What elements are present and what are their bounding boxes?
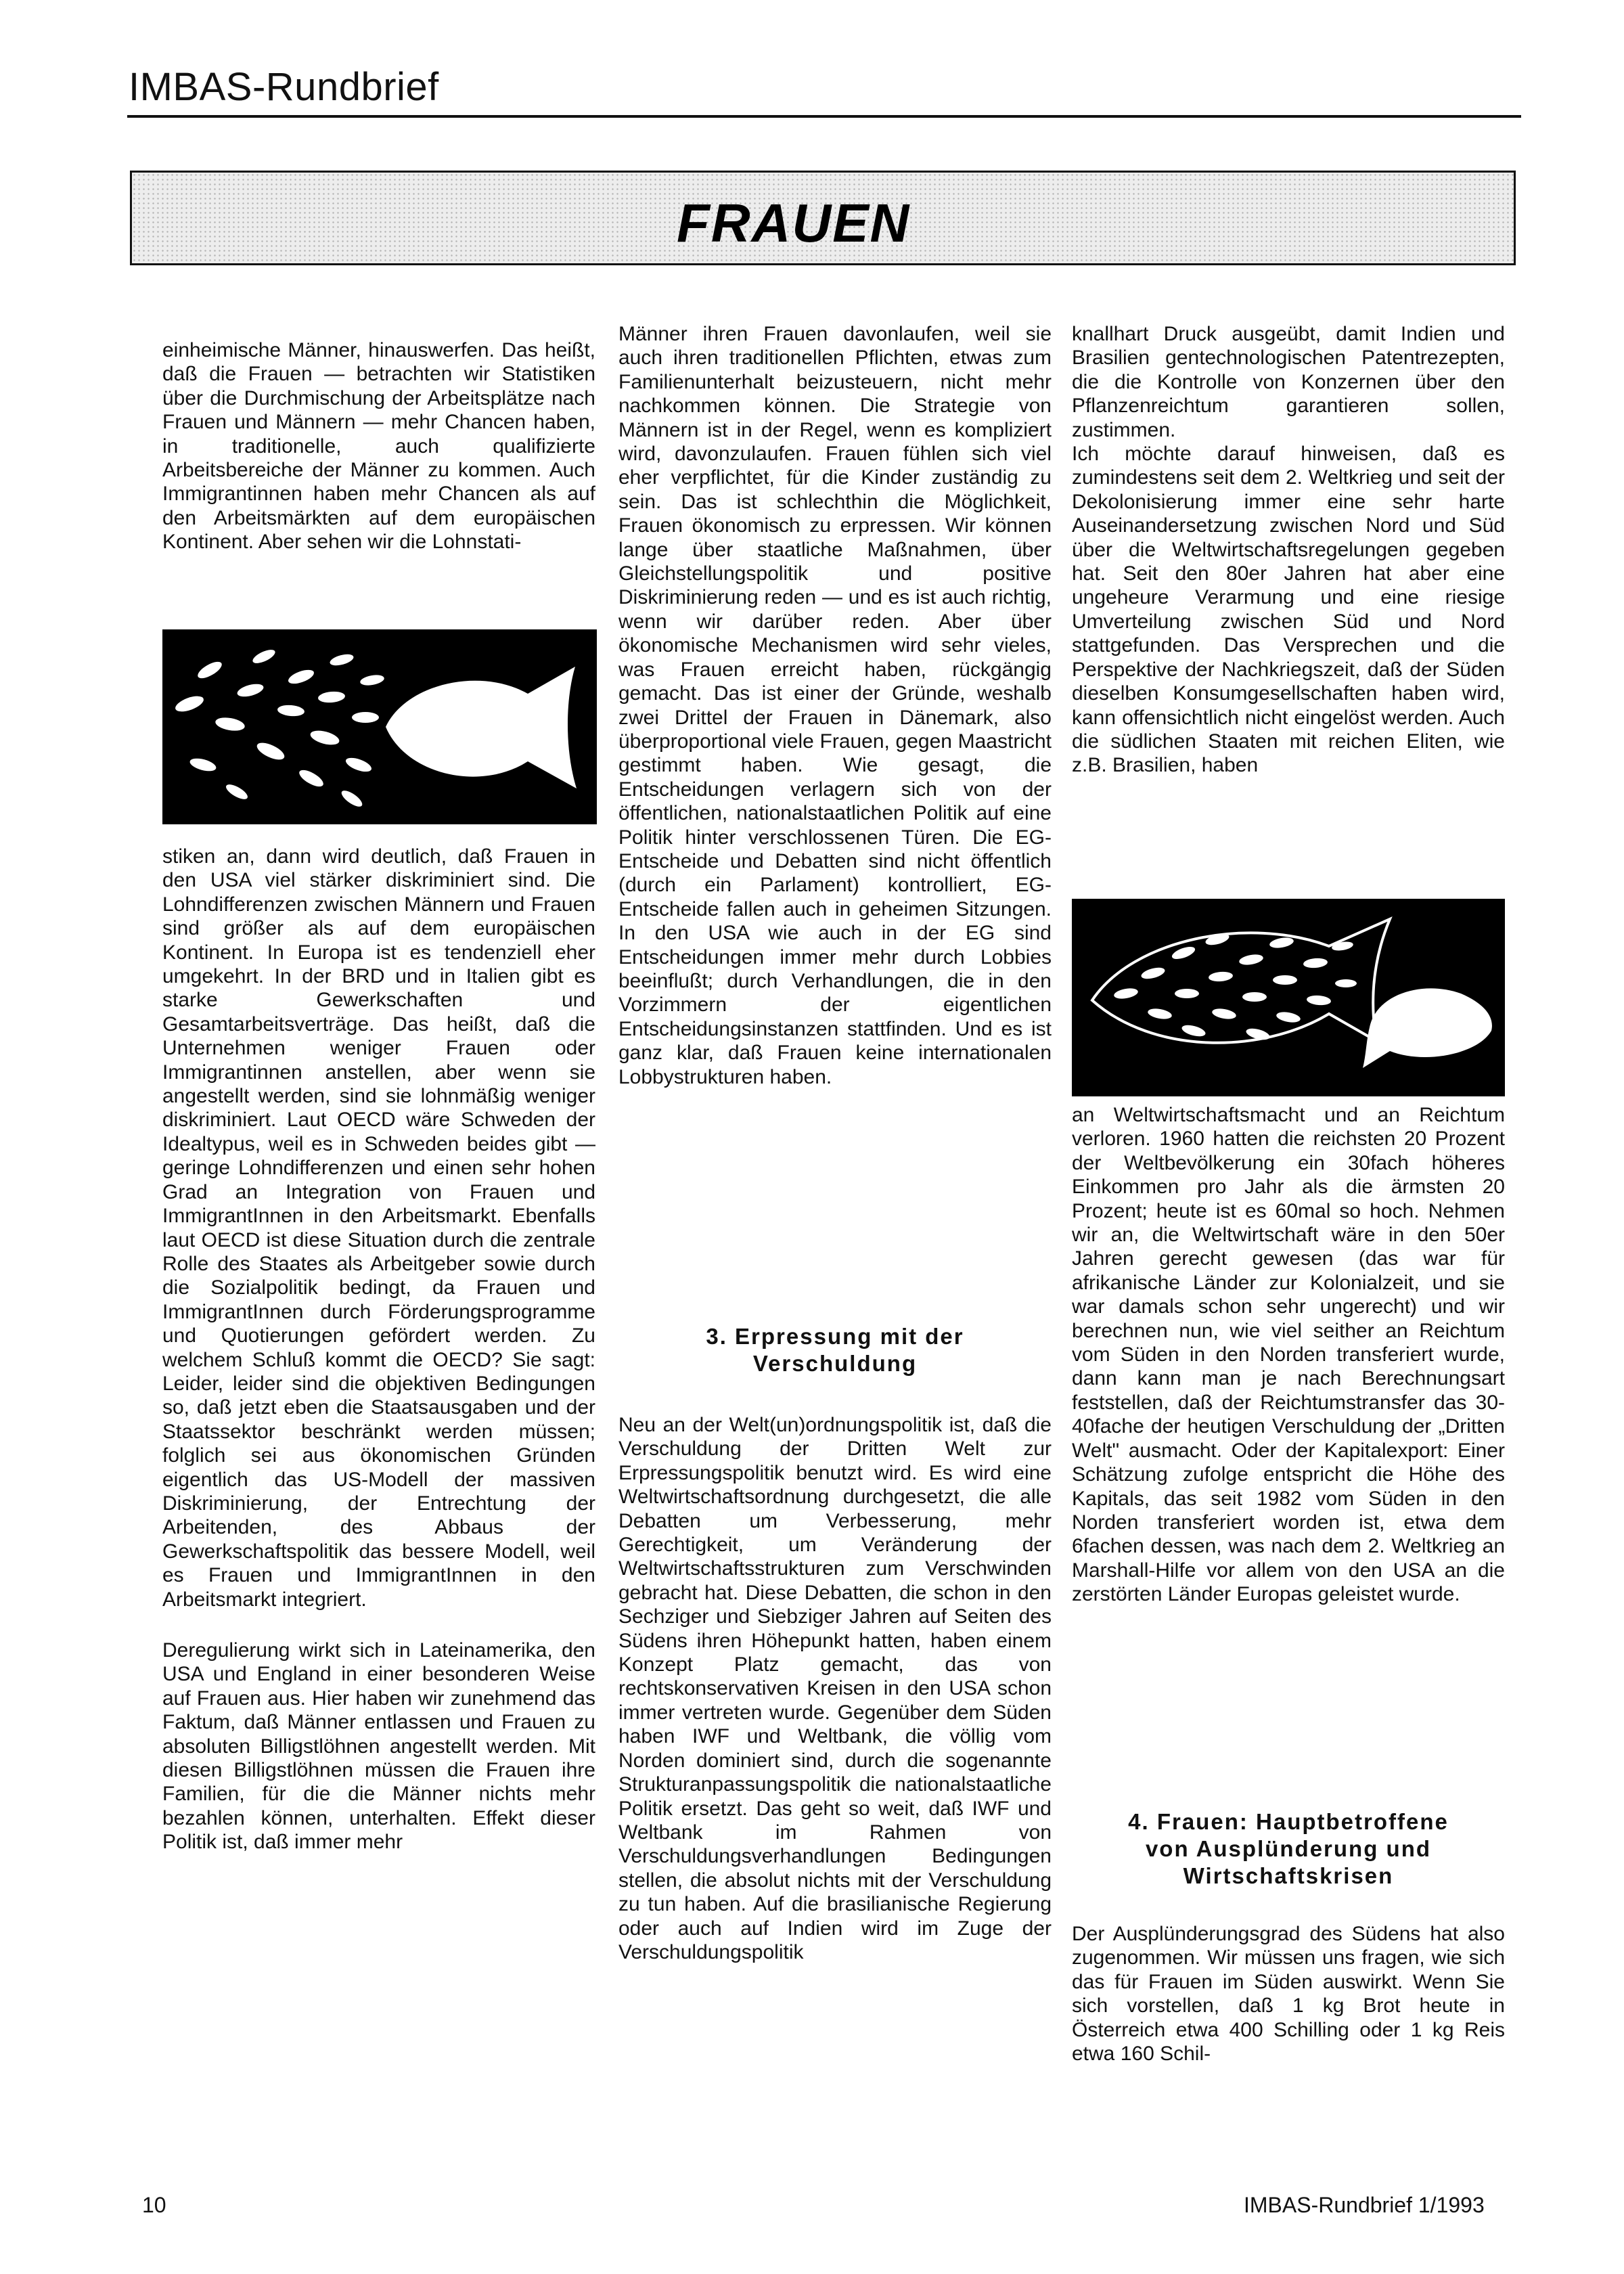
paragraph: stiken an, dann wird deutlich, daß Frauen in den USA viel stärker diskriminiert sind. Die Lohndifferenzen zwischen Männern und Frauen sind größer als auf dem europäischen Kontinent. In Europa ist es tendenziell eher umgekehrt. In der BRD und in Italien gibt es starke Gewerkschaften und Gesamtarbeitsverträge. Das heißt, daß die Unternehmen weniger Frauen oder Immigrantinnen anstellen, aber wenn sie angestellt werden, sind sie lohnmäßig weniger diskriminiert. Laut OECD wäre Schweden der Idealtypus, weil es in Schweden beides gibt — geringe Lohndifferenzen und einen sehr hohen Grad an Integration von Frauen und ImmigrantInnen in den Arbeitsmarkt. Ebenfalls laut OECD ist diese Situation durch die zentrale Rolle des Staates als Arbeitgeber sowie durch die Sozialpolitik bedingt, da Frauen und ImmigrantInnen durch Förderungsprogramme und Quotierungen gefördert werden. Zu welchem Schluß kommt die OECD? Sie sagt: Leider, leider sind die objektiven Bedingungen so, daß jetzt eben die Staatsausgaben und der Staatssektor beschränkt werden müssen; folglich sei aus ökonomischen Gründen eigentlich das US-Modell der massiven Diskriminierung, der Entrechtung der Arbeitenden, des Abbaus der Gewerkschaftspolitik das bessere Modell, weil es Frauen und ImmigrantInnen in den Arbeitsmarkt integriert.	[162, 845, 595, 1611]
paragraph: Deregulierung wirkt sich in Lateinamerika, den USA und England in einer besonderen Weise auf Frauen aus. Hier haben wir zunehmend das Faktum, daß Männer entlassen und Frauen zu absoluten Billigstlöhnen angestellt werden. Mit diesen Billigstlöhnen müssen die Frauen ihre Familien, für die die Männer nichts mehr bezahlen können, unterhalten. Effekt dieser Politik ist, daß immer mehr	[162, 1639, 595, 1854]
page-number: 10	[142, 2193, 166, 2217]
heading-line: Verschuldung	[752, 1351, 918, 1376]
publication-title: IMBAS-Rundbrief	[129, 65, 439, 109]
paragraph: knallhart Druck ausgeübt, damit Indien und Brasilien gentechnologischen Patentrezepten, die die Kontrolle von Konzernen über den Pflanzenreichtum garantieren sollen, zustimmen.	[1072, 323, 1505, 441]
section-heading-4	[1072, 1808, 1505, 1890]
section-heading-3	[618, 1323, 1052, 1377]
paragraph: Männer ihren Frauen davonlaufen, weil sie auch ihren traditionellen Pflichten, etwas zum Familienunterhalt beizusteuern, nicht mehr nachkommen können. Die Strategie von Männern ist in der Regel, wenn es kompliziert wird, davonzulaufen. Frauen fühlen sich viel eher verpflichtet, für die Kinder zuständig zu sein. Das ist schlechthin die Möglichkeit, Frauen ökonomisch zu erpressen. Wir können lange über staatliche Maßnahmen, über Gleichstellungspolitik und positive Diskriminierung reden — und es ist auch richtig, wenn wir darüber reden. Aber über ökonomische Mechanismen wird sehr vieles, was Frauen erreicht haben, rückgängig gemacht. Das ist einer der Gründe, weshalb zwei Drittel der Frauen in Dänemark, also überproportional viele Frauen, gegen Maastricht gestimmt haben. Wie gesagt, die Entscheidungen verlagern sich von der öffentlichen, nationalstaatlichen Politik auf eine Politik hinter verschlossenen Türen. Die EG-Entscheide und Debatten sind nicht öffentlich (durch ein Parlament) kontrolliert, EG-Entscheide fallen auch in geheimen Sitzungen. In den USA wie auch in der EG sind Entscheidungen immer mehr durch Lobbies beeinflußt; durch Verhandlungen, die in den Vorzimmern der eigentlichen Entscheidungsinstanzen stattfinden. Und es ist ganz klar, daß Frauen keine internationalen Lobbystrukturen haben.	[618, 323, 1052, 1088]
paragraph: einheimische Männer, hinauswerfen. Das heißt, daß die Frauen — betrachten wir Statistiken über die Durchmischung der Arbeitsplätze nach Frauen und Männern — mehr Chancen haben, in traditionelle, auch qualifizierte Arbeitsbereiche der Männer zu kommen. Auch Immigrantinnen haben mehr Chancen als auf den Arbeitsmärkten auf dem europäischen Kontinent. Aber sehen wir die Lohnstati-	[162, 339, 595, 554]
column-2-top	[618, 322, 1052, 1089]
heading-line: Wirtschaftskrisen	[1183, 1863, 1394, 1888]
fish-icon	[1072, 899, 1505, 1096]
heading-line: 3. Erpressung mit der	[706, 1324, 964, 1349]
column-1-bottom	[162, 845, 595, 1854]
school-of-fish-illustration	[162, 629, 597, 824]
paragraph: Neu an der Welt(un)ordnungspolitik ist, daß die Verschuldung der Dritten Welt zur Erpressungspolitik benutzt wird. Es wird eine Weltwirtschaftsordnung durchgesetzt, die alle Debatten um Verbesserung, mehr Gerechtigkeit, um Veränderung der Weltwirtschaftsstrukturen zum Verschwinden gebracht hat. Diese Debatten, die schon in den Sechziger und Siebziger Jahren auf Seiten des Südens ihren Höhepunkt hatten, haben einem Konzept Platz gemacht, das von rechtskonservativen Kreisen in den USA schon immer vertreten wurde. Gegenüber dem Süden haben IWF und Weltbank, die völlig vom Norden dominiert sind, durch die sogenannte Strukturanpassungspolitik die nationalstaatliche Politik ersetzt. Das geht so weit, daß IWF und Weltbank im Rahmen von Verschuldungsverhandlungen Bedingungen stellen, die absolut nichts mit der Verschuldung zu tun haben. Auf die brasilianische Regierung oder auch auf Indien wird im Zuge der Verschuldungspolitik	[618, 1414, 1052, 1963]
paragraph: an Weltwirtschaftsmacht und an Reichtum verloren. 1960 hatten die reichsten 20 Prozent der Weltbevölkerung ein 30fach höheres Einkommen pro Jahr als die ärmsten 20 Prozent; heute ist es 60mal so hoch. Nehmen wir an, die Weltwirtschaft wäre in den 50er Jahren gerecht gewesen (das war für afrikanische Länder zur Kolonialzeit, und sie war damals schon sehr ungerecht) und wir berechnen nun, wie viel seither an Reichtum vom Süden in den Norden transferiert wurde, dann kann man je nach Berechnungsart feststellen, daß der Reichtumstransfer das 30-40fache der heutigen Verschuldung der „Dritten Welt" ausmacht. Oder der Kapitalexport: Einer Schätzung zufolge entspricht die Höhe des Kapitals, das seit 1982 vom Süden in den Norden transferiert worden ist, etwa dem 6fachen dessen, was nach dem 2. Weltkrieg an Marshall-Hilfe vor allem von den USA an die zerstörten Länder Europas geleistet wurde.	[1072, 1104, 1505, 1606]
school-of-fish-illustration	[1072, 899, 1505, 1096]
column-3-bottom	[1072, 1103, 1505, 1607]
column-2-bottom	[618, 1413, 1052, 1964]
section-title: FRAUEN	[677, 193, 911, 253]
heading-line: 4. Frauen: Hauptbetroffene	[1128, 1809, 1449, 1834]
column-1-top	[162, 338, 595, 554]
paragraph: Der Ausplünderungsgrad des Südens hat also zugenommen. Wir müssen uns fragen, wie sich das für Frauen im Süden auswirkt. Wenn Sie sich vorstellen, daß 1 kg Brot heute in Österreich etwa 400 Schilling oder 1 kg Reis etwa 160 Schil-	[1072, 1923, 1505, 2066]
header-rule	[127, 115, 1521, 118]
column-3-end	[1072, 1922, 1505, 2066]
paragraph: Ich möchte darauf hinweisen, daß es zumindestens seit dem 2. Weltkrieg und seit der Dekolonisierung immer eine sehr harte Auseinandersetzung zwischen Nord und Süd über die Weltwirtschaftsregelungen gegeben hat. Seit den 80er Jahren hat aber eine ungeheure Verarmung und eine riesige Umverteilung zwischen Süd und Nord stattgefunden. Das Versprechen und die Perspektive der Nachkriegszeit, daß der Süden dieselben Konsumgesellschaften haben wird, kann offensichtlich nicht eingelöst werden. Auch die südlichen Staaten mit reichen Eliten, wie z.B. Brasilien, haben	[1072, 443, 1505, 777]
issue-label: IMBAS-Rundbrief 1/1993	[1244, 2193, 1485, 2217]
column-3-top	[1072, 322, 1505, 778]
fish-icon	[162, 629, 597, 824]
heading-line: von Ausplünderung und	[1145, 1836, 1432, 1861]
